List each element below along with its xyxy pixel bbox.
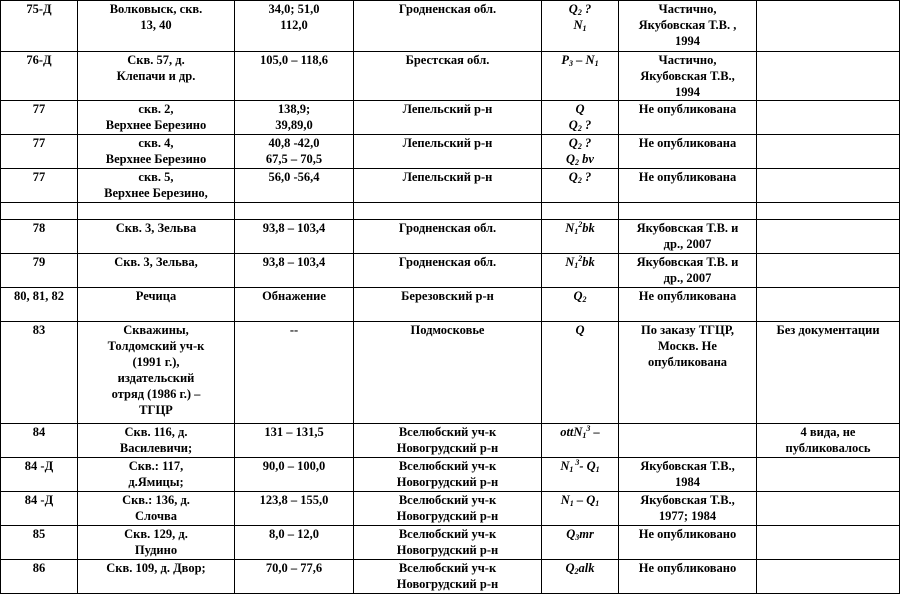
cell-depth [235, 169, 354, 203]
loc-line: Скв. 116, д. [124, 425, 188, 439]
age-index-line [544, 117, 616, 133]
region-line: Лепельский р-н [402, 136, 493, 150]
age-subscript: 1 [582, 431, 587, 440]
cell-age [542, 101, 619, 135]
publ-line: Якубовская Т.В. , [638, 18, 737, 32]
age-symbol: Q [568, 118, 578, 132]
cell-publ [619, 101, 757, 135]
cell-num: 83 [1, 322, 78, 424]
age-symbol: Q [566, 152, 576, 166]
cell-publ [619, 288, 757, 322]
cell-num: 77 [1, 169, 78, 203]
cell-note [757, 220, 900, 254]
loc-line: Верхнее Березино, [104, 186, 208, 200]
region-line: Вселюбский уч-к [398, 561, 497, 575]
cell-publ [619, 135, 757, 169]
region-line: Вселюбский уч-к [398, 493, 497, 507]
depth-line: 34,0; 51,0 [268, 2, 320, 16]
loc-line: Скв. 57, д. [127, 53, 185, 67]
age-superscript: 3 [586, 424, 591, 433]
cell-note [757, 101, 900, 135]
cell-region [354, 526, 542, 560]
publ-line: 1994 [675, 85, 700, 99]
age-symbol: ? [581, 136, 592, 150]
table-row [1, 492, 900, 526]
age-symbol: Q [568, 2, 578, 16]
publ-line: 1984 [675, 475, 700, 489]
table-row [1, 424, 900, 458]
loc-line: Скв.: 117, [128, 459, 184, 473]
cell-depth [235, 288, 354, 322]
region-line: Лепельский р-н [402, 170, 493, 184]
loc-line: Верхнее Березино [105, 152, 207, 166]
cell-note [757, 288, 900, 322]
loc-line: издательский [117, 371, 195, 385]
cell-depth [235, 526, 354, 560]
age-index-line [544, 169, 616, 185]
table-row [1, 526, 900, 560]
publ-line: 1994 [675, 34, 700, 48]
cell-depth [235, 135, 354, 169]
publ-line: Частично, [658, 2, 717, 16]
region-line: Гродненская обл. [398, 255, 497, 269]
cell-publ [619, 203, 757, 220]
age-superscript: 2 [578, 254, 583, 263]
cell-depth [235, 254, 354, 288]
publ-line: По заказу ТГЦР, [641, 323, 734, 337]
cell-age [542, 169, 619, 203]
cell-publ [619, 1, 757, 52]
table-row [1, 220, 900, 254]
cell-region [354, 101, 542, 135]
publ-line: Якубовская Т.В. и [636, 255, 739, 269]
age-index-line [544, 560, 616, 576]
publ-line: Не опубликована [638, 289, 737, 303]
depth-line: Обнажение [262, 289, 326, 303]
loc-line: (1991 г.), [132, 355, 180, 369]
cell-depth [235, 203, 354, 220]
age-symbol: mr [579, 527, 594, 541]
publ-line: Не опубликовано [638, 561, 737, 575]
cell-depth [235, 458, 354, 492]
cell-region [354, 1, 542, 52]
cell-loc [78, 1, 235, 52]
depth-line: 93,8 – 103,4 [262, 221, 326, 235]
cell-depth [235, 560, 354, 594]
depth-line: 131 – 131,5 [264, 425, 324, 439]
cell-num: 76-Д [1, 52, 78, 101]
table-body [1, 1, 900, 594]
publ-line: Москв. Не [658, 339, 717, 353]
depth-line: -- [289, 323, 299, 337]
cell-age [542, 424, 619, 458]
cell-depth [235, 424, 354, 458]
cell-note [757, 526, 900, 560]
region-line: Новогрудский р-н [396, 543, 499, 557]
table-row [1, 52, 900, 101]
publ-line: опубликована [647, 355, 728, 369]
cell-num: 79 [1, 254, 78, 288]
cell-num: 84 [1, 424, 78, 458]
cell-age [542, 1, 619, 52]
age-symbol: N [565, 255, 575, 269]
depth-line: 70,0 – 77,6 [265, 561, 323, 575]
cell-publ [619, 254, 757, 288]
region-line: Вселюбский уч-к [398, 425, 497, 439]
depth-line: 67,5 – 70,5 [265, 152, 323, 166]
cell-depth [235, 52, 354, 101]
loc-line: Скважины, [123, 323, 189, 337]
table-row [1, 101, 900, 135]
cell-age [542, 52, 619, 101]
age-index-line [544, 492, 616, 508]
cell-note [757, 424, 900, 458]
cell-loc [78, 52, 235, 101]
age-symbol: P [561, 53, 570, 67]
cell-num: 80, 81, 82 [1, 288, 78, 322]
loc-line: отряд (1986 г.) – [111, 387, 201, 401]
depth-line: 105,0 – 118,6 [259, 53, 329, 67]
loc-line: Верхнее Березино [105, 118, 207, 132]
age-index-line [544, 526, 616, 542]
age-symbol: Q [568, 170, 578, 184]
age-index-line [544, 424, 616, 440]
publ-line: др., 2007 [663, 237, 712, 251]
cell-publ [619, 169, 757, 203]
region-line: Новогрудский р-н [396, 475, 499, 489]
age-subscript: 3 [569, 59, 574, 68]
depth-line: 8,0 – 12,0 [269, 527, 319, 541]
age-index-line [544, 254, 616, 270]
age-subscript: 1 [574, 261, 579, 270]
depth-line: 40,8 -42,0 [268, 136, 320, 150]
region-line: Брестская обл. [405, 53, 490, 67]
cell-loc [78, 322, 235, 424]
age-subscript: 1 [582, 24, 587, 33]
table-row [1, 135, 900, 169]
cell-note [757, 492, 900, 526]
age-superscript: 3 [573, 458, 580, 467]
table-row [1, 169, 900, 203]
age-subscript: 1 [569, 499, 574, 508]
publ-line: Не опубликована [638, 136, 737, 150]
cell-loc [78, 254, 235, 288]
cell-note [757, 203, 900, 220]
age-subscript: 1 [594, 59, 599, 68]
loc-line: Волковыск, скв. [109, 2, 203, 16]
age-symbol: Q [575, 323, 585, 337]
cell-publ [619, 322, 757, 424]
age-symbol: N [560, 493, 570, 507]
age-symbol: Q [575, 102, 585, 116]
age-symbol: Q [573, 289, 583, 303]
cell-num: 75-Д [1, 1, 78, 52]
loc-line: Василевичи; [119, 441, 193, 455]
table-row [1, 288, 900, 322]
age-index-line [544, 17, 616, 33]
age-index-line [544, 322, 616, 338]
age-index-line [544, 151, 616, 167]
cell-num: 78 [1, 220, 78, 254]
depth-line: 56,0 -56,4 [268, 170, 320, 184]
cell-loc [78, 560, 235, 594]
cell-age [542, 203, 619, 220]
note-line: Без документации [776, 323, 880, 337]
age-symbol: Q [568, 136, 578, 150]
cell-region [354, 169, 542, 203]
cell-region [354, 52, 542, 101]
age-subscript: 2 [577, 124, 582, 133]
age-symbol: Q [566, 527, 576, 541]
table-row [1, 458, 900, 492]
publ-line: Якубовская Т.В. и [636, 221, 739, 235]
cell-region [354, 288, 542, 322]
age-subscript: 2 [577, 8, 582, 17]
age-symbol: – Q [573, 493, 596, 507]
region-line: Вселюбский уч-к [398, 459, 497, 473]
cell-age [542, 492, 619, 526]
cell-publ [619, 52, 757, 101]
cell-num: 85 [1, 526, 78, 560]
age-symbol: bk [582, 221, 595, 235]
age-subscript: 1 [595, 465, 600, 474]
cell-publ [619, 424, 757, 458]
cell-region [354, 220, 542, 254]
cell-loc [78, 458, 235, 492]
age-symbol: N [560, 459, 570, 473]
age-subscript: 2 [582, 295, 587, 304]
cell-loc [78, 101, 235, 135]
cell-depth [235, 1, 354, 52]
loc-line: Речица [135, 289, 177, 303]
age-symbol: ? [581, 118, 592, 132]
depth-line: 138,9; [277, 102, 311, 116]
cell-loc [78, 220, 235, 254]
publ-line: 1977; 1984 [658, 509, 717, 523]
depth-line: 123,8 – 155,0 [259, 493, 329, 507]
region-line: Березовский р-н [401, 289, 494, 303]
cell-age [542, 254, 619, 288]
age-index-line [544, 458, 616, 474]
publ-line: Якубовская Т.В., [640, 493, 735, 507]
cell-loc [78, 169, 235, 203]
cell-num [1, 203, 78, 220]
age-index-line [544, 288, 616, 304]
age-symbol: – N [573, 53, 595, 67]
age-subscript: 2 [577, 176, 582, 185]
cell-publ [619, 220, 757, 254]
cell-region [354, 458, 542, 492]
age-subscript: 3 [575, 533, 580, 542]
depth-line: 93,8 – 103,4 [262, 255, 326, 269]
depth-line: 39,89,0 [275, 118, 313, 132]
region-line: Гродненская обл. [398, 2, 497, 16]
age-index-line [544, 101, 616, 117]
age-subscript: 2 [577, 142, 582, 151]
cell-region [354, 424, 542, 458]
age-symbol: bk [582, 255, 595, 269]
age-subscript: 1 [569, 465, 574, 474]
cell-loc [78, 526, 235, 560]
cell-note [757, 169, 900, 203]
loc-line: Скв. 129, д. [124, 527, 188, 541]
cell-age [542, 458, 619, 492]
table-row [1, 560, 900, 594]
cell-region [354, 560, 542, 594]
loc-line: Скв. 3, Зельва [115, 221, 197, 235]
table-row [1, 203, 900, 220]
cell-region [354, 135, 542, 169]
age-index-line [544, 220, 616, 236]
cell-region [354, 254, 542, 288]
cell-num: 84 -Д [1, 458, 78, 492]
age-index-line [544, 1, 616, 17]
age-index-line [544, 52, 616, 68]
cell-depth [235, 492, 354, 526]
cell-loc [78, 288, 235, 322]
loc-line: скв. 4, [138, 136, 174, 150]
age-subscript: 1 [574, 227, 579, 236]
age-symbol: – [590, 425, 600, 439]
publ-line: Якубовская Т.В., [640, 69, 735, 83]
region-line: Гродненская обл. [398, 221, 497, 235]
cell-depth [235, 101, 354, 135]
loc-line: Слочва [134, 509, 178, 523]
cell-loc [78, 203, 235, 220]
loc-line: Пудино [134, 543, 178, 557]
age-superscript: 2 [578, 220, 583, 229]
publ-line: др., 2007 [663, 271, 712, 285]
cell-publ [619, 458, 757, 492]
table-row [1, 1, 900, 52]
table-row [1, 322, 900, 424]
age-symbol: ? [581, 2, 592, 16]
region-line: Новогрудский р-н [396, 509, 499, 523]
region-line: Новогрудский р-н [396, 441, 499, 455]
cell-loc [78, 135, 235, 169]
cell-age [542, 288, 619, 322]
publ-line: Не опубликована [638, 170, 737, 184]
age-symbol: bv [579, 152, 594, 166]
loc-line: 13, 40 [140, 18, 172, 32]
cell-age [542, 220, 619, 254]
publ-line: Не опубликована [638, 102, 737, 116]
cell-note [757, 560, 900, 594]
region-line: Лепельский р-н [402, 102, 493, 116]
cell-region [354, 492, 542, 526]
loc-line: Толдомский уч-к [107, 339, 205, 353]
cell-publ [619, 526, 757, 560]
cell-loc [78, 492, 235, 526]
region-line: Вселюбский уч-к [398, 527, 497, 541]
cell-age [542, 135, 619, 169]
region-line: Новогрудский р-н [396, 577, 499, 591]
note-line: 4 вида, не [800, 425, 856, 439]
age-subscript: 2 [575, 158, 580, 167]
depth-line: 90,0 – 100,0 [262, 459, 326, 473]
cell-depth [235, 220, 354, 254]
cell-age [542, 526, 619, 560]
cell-note [757, 254, 900, 288]
cell-region [354, 322, 542, 424]
region-line: Подмосковье [410, 323, 485, 337]
loc-line: д.Ямицы; [128, 475, 184, 489]
age-symbol: ? [581, 170, 592, 184]
cell-loc [78, 424, 235, 458]
loc-line: скв. 5, [138, 170, 174, 184]
loc-line: Клепачи и др. [116, 69, 196, 83]
age-symbol: Q [565, 561, 575, 575]
cell-num: 77 [1, 135, 78, 169]
cell-publ [619, 560, 757, 594]
cell-note [757, 322, 900, 424]
cell-num: 84 -Д [1, 492, 78, 526]
loc-line: ТГЦР [139, 403, 173, 417]
age-index-line [544, 135, 616, 151]
cell-num: 86 [1, 560, 78, 594]
cell-note [757, 52, 900, 101]
cell-note [757, 458, 900, 492]
loc-line: Скв. 3, Зельва, [114, 255, 198, 269]
cell-region [354, 203, 542, 220]
cell-publ [619, 492, 757, 526]
age-symbol: ottN [560, 425, 583, 439]
cell-depth [235, 322, 354, 424]
age-symbol: alk [578, 561, 595, 575]
cell-note [757, 135, 900, 169]
age-symbol: - Q [579, 459, 596, 473]
table-row [1, 254, 900, 288]
age-subscript: 1 [595, 499, 600, 508]
age-symbol: N [573, 18, 583, 32]
cell-num: 77 [1, 101, 78, 135]
publ-line: Частично, [658, 53, 717, 67]
depth-line: 112,0 [280, 18, 308, 32]
cell-age [542, 322, 619, 424]
cell-note [757, 1, 900, 52]
cell-age [542, 560, 619, 594]
loc-line: скв. 2, [138, 102, 174, 116]
loc-line: Скв. 109, д. Двор; [106, 561, 206, 575]
publ-line: Не опубликовано [638, 527, 737, 541]
age-subscript: 2 [574, 567, 579, 576]
note-line: публиковалось [785, 441, 871, 455]
loc-line: Скв.: 136, д. [122, 493, 190, 507]
publ-line: Якубовская Т.В., [640, 459, 735, 473]
age-symbol: N [565, 221, 575, 235]
